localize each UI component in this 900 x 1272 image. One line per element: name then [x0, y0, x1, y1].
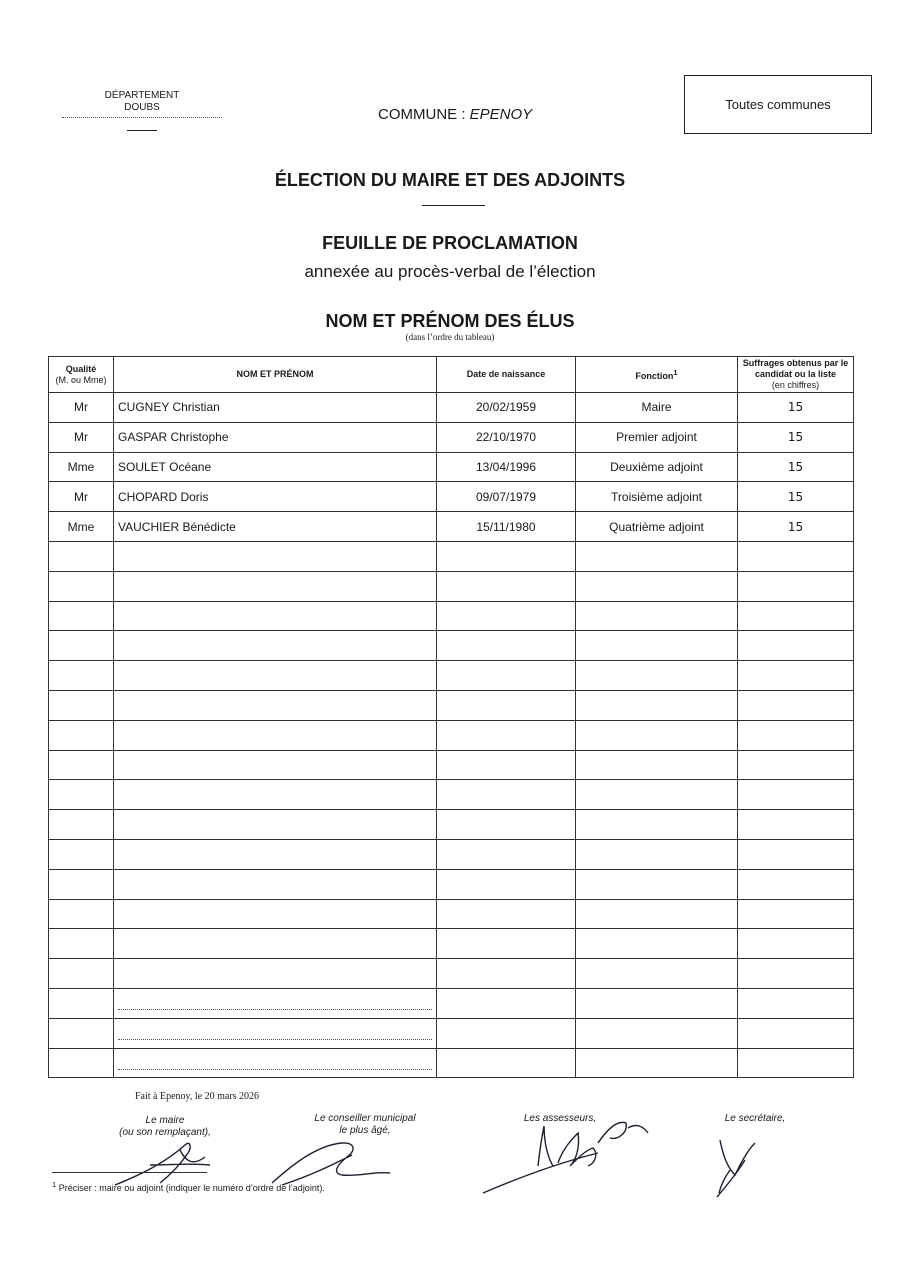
cell-fonction: Troisième adjoint [576, 482, 738, 512]
empty-cell-date [437, 869, 576, 899]
cell-qualite: Mme [49, 452, 114, 482]
empty-cell-date [437, 1018, 576, 1048]
empty-row [49, 631, 854, 661]
empty-cell-suffrages [738, 839, 854, 869]
header-fonction-sup: 1 [673, 368, 678, 377]
empty-cell-qualite [49, 929, 114, 959]
empty-cell-fonction [576, 541, 738, 571]
cell-nom: GASPAR Christophe [114, 422, 437, 452]
toutes-communes-text: Toutes communes [725, 97, 831, 112]
empty-cell-date [437, 690, 576, 720]
empty-cell-suffrages [738, 571, 854, 601]
empty-cell-fonction [576, 988, 738, 1018]
empty-cell-fonction [576, 1048, 738, 1078]
header-qualite [49, 357, 114, 393]
empty-cell-fonction [576, 1018, 738, 1048]
header-qualite-sub: (M. ou Mme) [55, 374, 107, 385]
empty-row [49, 720, 854, 750]
fait-a-line: Fait à Epenoy, le 20 mars 2026 [135, 1091, 260, 1102]
commune-name: EPENOY [469, 106, 533, 123]
empty-cell-nom [114, 541, 437, 571]
empty-cell-qualite [49, 839, 114, 869]
cell-date: 15/11/1980 [437, 512, 576, 542]
header-fonction [576, 357, 738, 393]
cell-fonction: Quatrième adjoint [576, 512, 738, 542]
empty-cell-suffrages [738, 1048, 854, 1078]
main-title: ÉLECTION DU MAIRE ET DES ADJOINTS [274, 170, 626, 190]
empty-cell-nom [114, 690, 437, 720]
empty-cell-qualite [49, 780, 114, 810]
empty-row [49, 690, 854, 720]
cell-date: 09/07/1979 [437, 482, 576, 512]
empty-cell-fonction [576, 631, 738, 661]
empty-cell-suffrages [738, 631, 854, 661]
feuille-title: FEUILLE DE PROCLAMATION [322, 233, 578, 253]
empty-cell-date [437, 601, 576, 631]
empty-cell-suffrages [738, 661, 854, 691]
empty-cell-nom [114, 1018, 437, 1048]
empty-cell-date [437, 631, 576, 661]
empty-cell-suffrages [738, 899, 854, 929]
ordre-note: (dans l’ordre du tableau) [405, 332, 495, 342]
header-qualite-label: Qualité [65, 363, 97, 374]
empty-cell-suffrages [738, 750, 854, 780]
empty-cell-date [437, 750, 576, 780]
cell-date: 22/10/1970 [437, 422, 576, 452]
cell-qualite: Mr [49, 482, 114, 512]
empty-row [49, 780, 854, 810]
empty-cell-suffrages [738, 601, 854, 631]
empty-cell-fonction [576, 720, 738, 750]
cell-nom: VAUCHIER Bénédicte [114, 512, 437, 542]
empty-row [49, 929, 854, 959]
departement-dotted-line [62, 117, 222, 118]
commune-line [378, 106, 532, 123]
empty-cell-date [437, 988, 576, 1018]
secretaire-signature [705, 1135, 765, 1200]
cell-suffrages: 15 [738, 482, 854, 512]
empty-cell-date [437, 899, 576, 929]
empty-cell-fonction [576, 571, 738, 601]
empty-cell-qualite [49, 1048, 114, 1078]
empty-cell-nom [114, 869, 437, 899]
empty-cell-nom [114, 810, 437, 840]
header-date: Date de naissance [437, 357, 576, 393]
table-row [49, 393, 854, 423]
footnote-sup: 1 [52, 1180, 57, 1189]
empty-cell-date [437, 929, 576, 959]
empty-cell-fonction [576, 929, 738, 959]
header-suffrages-sub: (en chiffres) [771, 380, 820, 390]
empty-cell-suffrages [738, 959, 854, 989]
empty-cell-fonction [576, 690, 738, 720]
empty-row [49, 988, 854, 1018]
empty-cell-suffrages [738, 810, 854, 840]
empty-cell-qualite [49, 1018, 114, 1048]
empty-cell-nom [114, 988, 437, 1018]
empty-cell-nom [114, 1048, 437, 1078]
empty-cell-suffrages [738, 720, 854, 750]
assesseurs-label: Les assesseurs, [523, 1113, 597, 1124]
dotted-line [118, 1000, 432, 1010]
cell-qualite: Mr [49, 422, 114, 452]
empty-cell-fonction [576, 601, 738, 631]
empty-row [49, 571, 854, 601]
cell-nom: CHOPARD Doris [114, 482, 437, 512]
conseiller-signature-label [295, 1113, 435, 1137]
departement-value: DOUBS [124, 102, 160, 113]
empty-cell-qualite [49, 541, 114, 571]
empty-cell-date [437, 839, 576, 869]
empty-cell-nom [114, 929, 437, 959]
empty-cell-fonction [576, 899, 738, 929]
empty-cell-nom [114, 571, 437, 601]
empty-cell-nom [114, 780, 437, 810]
empty-cell-qualite [49, 899, 114, 929]
cell-suffrages: 15 [738, 452, 854, 482]
empty-cell-date [437, 959, 576, 989]
empty-cell-suffrages [738, 869, 854, 899]
empty-cell-date [437, 571, 576, 601]
empty-cell-date [437, 1048, 576, 1078]
empty-cell-date [437, 541, 576, 571]
empty-cell-fonction [576, 959, 738, 989]
empty-row [49, 839, 854, 869]
cell-fonction: Maire [576, 393, 738, 423]
maire-label: Le maire [145, 1115, 185, 1126]
empty-cell-qualite [49, 571, 114, 601]
empty-cell-date [437, 810, 576, 840]
empty-cell-suffrages [738, 929, 854, 959]
toutes-communes-box [684, 75, 872, 134]
table-row [49, 482, 854, 512]
empty-cell-suffrages [738, 541, 854, 571]
cell-suffrages: 15 [738, 512, 854, 542]
assesseurs-signature [478, 1108, 668, 1198]
cell-qualite: Mme [49, 512, 114, 542]
empty-cell-nom [114, 661, 437, 691]
annexe-subtitle: annexée au procès-verbal de l’élection [304, 262, 596, 281]
cell-date: 13/04/1996 [437, 452, 576, 482]
empty-row [49, 810, 854, 840]
footnote [52, 1180, 325, 1193]
cell-suffrages: 15 [738, 422, 854, 452]
noms-title: NOM ET PRÉNOM DES ÉLUS [325, 311, 575, 331]
empty-row [49, 869, 854, 899]
empty-cell-suffrages [738, 690, 854, 720]
elus-table [48, 356, 854, 1078]
empty-cell-qualite [49, 720, 114, 750]
dotted-line [118, 1060, 432, 1070]
empty-cell-date [437, 720, 576, 750]
empty-cell-qualite [49, 959, 114, 989]
empty-cell-fonction [576, 810, 738, 840]
secretaire-signature-label [705, 1113, 805, 1125]
empty-cell-date [437, 661, 576, 691]
cell-qualite: Mr [49, 393, 114, 423]
empty-row [49, 750, 854, 780]
empty-cell-qualite [49, 631, 114, 661]
empty-cell-fonction [576, 869, 738, 899]
cell-nom: SOULET Océane [114, 452, 437, 482]
header-suffrages-label: Suffrages obtenus par le candidat ou la liste [742, 358, 849, 379]
empty-cell-nom [114, 839, 437, 869]
commune-label: COMMUNE : [378, 106, 466, 123]
conseiller-label: Le conseiller municipal [314, 1113, 416, 1124]
secretaire-label: Le secrétaire, [724, 1113, 786, 1124]
cell-nom: CUGNEY Christian [114, 393, 437, 423]
empty-cell-nom [114, 601, 437, 631]
empty-cell-qualite [49, 690, 114, 720]
header-fonction-label: Fonction [635, 371, 674, 381]
table-row [49, 422, 854, 452]
empty-cell-nom [114, 959, 437, 989]
footnote-text: Préciser : maire ou adjoint (indiquer le numéro d’ordre de l’adjoint). [58, 1183, 325, 1193]
title-divider [422, 205, 485, 206]
cell-fonction: Premier adjoint [576, 422, 738, 452]
empty-row [49, 1048, 854, 1078]
departement-label: DÉPARTEMENT [104, 90, 180, 101]
empty-cell-nom [114, 899, 437, 929]
conseiller-sub: le plus âgé, [339, 1125, 391, 1136]
maire-sub: (ou son remplaçant), [119, 1127, 211, 1138]
empty-cell-qualite [49, 661, 114, 691]
footnote-rule [52, 1172, 207, 1173]
table-row [49, 512, 854, 542]
empty-cell-suffrages [738, 1018, 854, 1048]
table-row [49, 452, 854, 482]
header-suffrages [738, 357, 854, 393]
cell-fonction: Deuxième adjoint [576, 452, 738, 482]
header-nom: NOM ET PRÉNOM [114, 357, 437, 393]
departement-block [62, 90, 222, 114]
empty-cell-qualite [49, 988, 114, 1018]
departement-divider [127, 130, 157, 131]
empty-cell-fonction [576, 661, 738, 691]
empty-cell-suffrages [738, 988, 854, 1018]
empty-cell-fonction [576, 839, 738, 869]
empty-cell-fonction [576, 780, 738, 810]
empty-cell-nom [114, 720, 437, 750]
empty-cell-qualite [49, 601, 114, 631]
cell-suffrages: 15 [738, 393, 854, 423]
empty-row [49, 661, 854, 691]
empty-cell-qualite [49, 750, 114, 780]
dotted-line [118, 1030, 432, 1040]
empty-cell-nom [114, 750, 437, 780]
empty-row [49, 601, 854, 631]
empty-cell-fonction [576, 750, 738, 780]
empty-cell-qualite [49, 869, 114, 899]
cell-date: 20/02/1959 [437, 393, 576, 423]
empty-row [49, 541, 854, 571]
empty-row [49, 899, 854, 929]
empty-cell-suffrages [738, 780, 854, 810]
empty-cell-nom [114, 631, 437, 661]
table-header-row [49, 357, 854, 393]
empty-row [49, 959, 854, 989]
empty-cell-qualite [49, 810, 114, 840]
empty-row [49, 1018, 854, 1048]
empty-cell-date [437, 780, 576, 810]
